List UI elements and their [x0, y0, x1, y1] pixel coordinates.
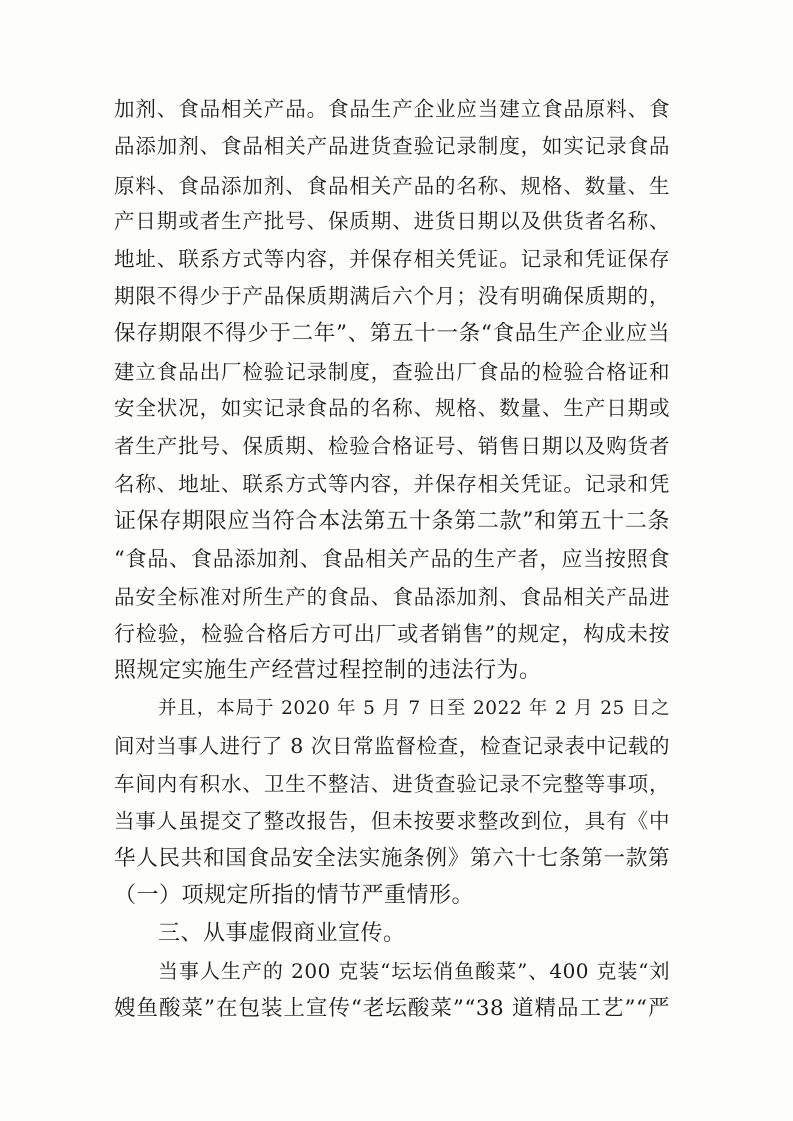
text-line: 品添加剂、食品相关产品进货查验记录制度，如实记录食品	[114, 134, 670, 158]
text-line: 产日期或者生产批号、保质期、进货日期以及供货者名称、	[114, 209, 670, 233]
text-line: 安全状况，如实记录食品的名称、规格、数量、生产日期或	[114, 396, 670, 420]
paragraph-last-line: 照规定实施生产经营过程控制的违法行为。	[114, 658, 542, 683]
text-line: 期限不得少于产品保质期满后六个月；没有明确保质期的，	[114, 284, 670, 308]
section-heading: 三、从事虚假商业宣传。	[158, 921, 406, 946]
text-line: 证保存期限应当符合本法第五十条第二款”和第五十二条	[114, 509, 670, 534]
text-line: 当事人虽提交了整改报告，但未按要求整改到位，具有《中	[114, 809, 670, 833]
text-line: 加剂、食品相关产品。食品生产企业应当建立食品原料、食	[114, 97, 670, 121]
text-line: 名称、地址、联系方式等内容，并保存相关凭证。记录和凭	[114, 472, 670, 496]
paragraph-first-line: 并且，本局于 2020 年 5 月 7 日至 2022 年 2 月 25 日之	[158, 698, 670, 719]
text-line: 车间内有积水、卫生不整洁、进货查验记录不完整等事项，	[114, 772, 670, 796]
paragraph-last-line: （一）项规定所指的情节严重情形。	[114, 883, 475, 908]
text-line: 品安全标准对所生产的食品、食品添加剂、食品相关产品进	[114, 585, 670, 609]
text-line: 建立食品出厂检验记录制度，查验出厂食品的检验合格证和	[114, 360, 670, 384]
text-line: 原料、食品添加剂、食品相关产品的名称、规格、数量、生	[114, 174, 670, 198]
paragraph-first-line: 当事人生产的 200 克装“坛坛俏鱼酸菜”、400 克装“刘	[158, 959, 670, 983]
text-line: 华人民共和国食品安全法实施条例》第六十七条第一款第	[114, 846, 670, 871]
text-line: 地址、联系方式等内容，并保存相关凭证。记录和凭证保存	[114, 247, 670, 271]
text-line: “食品、食品添加剂、食品相关产品的生产者，应当按照食	[114, 547, 670, 571]
text-line: 间对当事人进行了 8 次日常监督检查，检查记录表中记载的	[114, 734, 670, 758]
text-line: 嫂鱼酸菜”在包装上宣传“老坛酸菜”“38 道精品工艺”“严	[114, 996, 670, 1021]
text-line: 保存期限不得少于二年”、第五十一条“食品生产企业应当	[114, 321, 670, 346]
text-line: 行检验，检验合格后方可出厂或者销售”的规定，构成未按	[114, 622, 670, 646]
text-line: 者生产批号、保质期、检验合格证号、销售日期以及购货者	[114, 434, 670, 458]
